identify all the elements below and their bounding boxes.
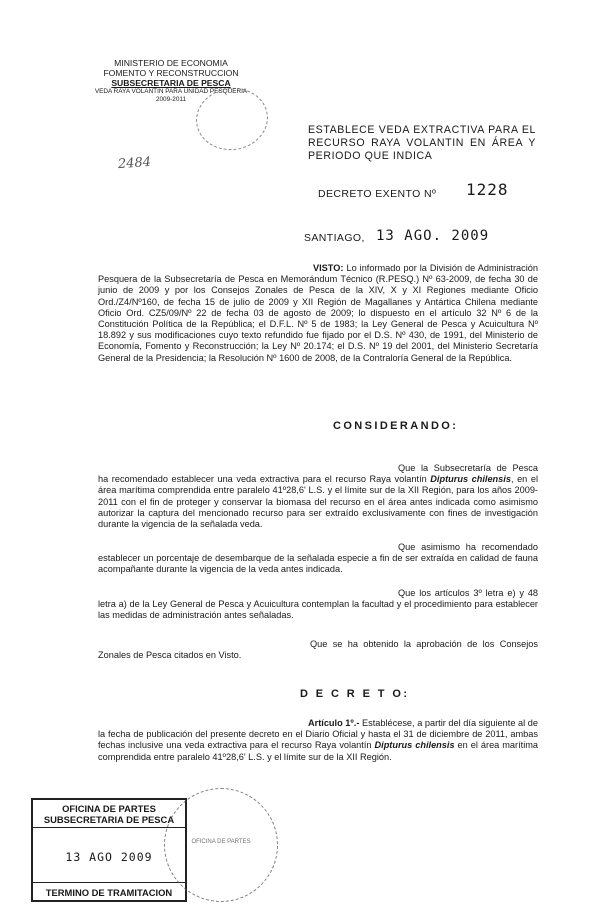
decree-title: ESTABLECE VEDA EXTRACTIVA PARA EL RECURSO RAYA VOLANTIN EN ÁREA Y PERIODO QUE INDICA: [308, 124, 536, 162]
veda-years: 2009-2011: [155, 96, 187, 103]
stamp-line-1: OFICINA DE PARTES: [62, 803, 156, 814]
considerando-p2: Que asimismo ha recomendado establecer un porcentaje de desembarque de la señalada especie a fin de ser extraída en calidad de fauna acompañante durante la vigencia de la veda antes indicada.: [98, 542, 538, 575]
visto-paragraph: [98, 263, 538, 364]
stamp-line-2: SUBSECRETARIA DE PESCA: [33, 814, 185, 828]
place-date-line: [304, 228, 514, 246]
visto-label: VISTO:: [313, 263, 344, 273]
seal-text: OFICINA DE PARTES: [191, 839, 251, 845]
round-seal: [164, 788, 278, 902]
considerando-p3: Que los artículos 3º letra e) y 48 letra a) de la Ley General de Pesca y Acuicultura contemplan la facultad y el procedimiento para establecer las medidas de administración antes señaladas.: [98, 588, 538, 621]
ministry-line: MINISTERIO DE ECONOMIA: [114, 58, 228, 68]
decree-number: 1228: [466, 180, 509, 199]
articulo-1: [98, 718, 538, 763]
stamp-footer: TERMINO DE TRAMITACION: [33, 882, 185, 898]
veda-subtitle: VEDA RAYA VOLANTIN PARA UNIDAD PESQUERIA: [94, 88, 248, 95]
articulo-text-b: en el área marítima comprendida entre paralelo 41º28,6' L.S. y el límite sur de la XII Región.: [98, 740, 538, 762]
articulo-label: Artículo 1º.-: [308, 718, 360, 728]
handwritten-number: 2484: [117, 154, 152, 173]
considerando-heading: CONSIDERANDO:: [333, 420, 459, 432]
considerando-p1-text-b: , en el área marítima comprendida entre paralelo 41º28,6' L.S. y el límite sur de la XII Región, para los años 2009-2011 con el fin de proteger y conservar la biomasa del recurso en el área antes indicada como asimismo autorizar la captura del mencionado recurso para ser extraído exclusivamente con fines de investigación durante la vigencia de la señalada veda.: [98, 474, 538, 530]
subsecretaria-line: SUBSECRETARIA DE PESCA: [111, 78, 231, 88]
decree-number-line: [318, 180, 548, 204]
decree-label: DECRETO EXENTO Nº: [318, 188, 437, 200]
decree-date: 13 AGO. 2009: [376, 228, 490, 244]
articulo-species: Dipturus chilensis: [374, 740, 455, 751]
ministry-line-2: FOMENTO Y RECONSTRUCCION: [103, 68, 239, 78]
articulo-text: Establécese, a partir del día siguiente al de la fecha de publicación del presente decreto en el Diario Oficial y hasta el 31 de diciembre de 2011, ambas fechas inclusive una veda extractiva para el recurso Raya volantín: [98, 718, 538, 751]
considerando-p1: [98, 463, 538, 530]
considerando-p1-text: Que la Subsecretaría de Pesca ha recomendado establecer una veda extractiva para el recurso Raya volantín: [98, 463, 538, 485]
decreto-heading: D E C R E T O:: [300, 688, 410, 700]
stamp-date: 13 AGO 2009: [65, 850, 153, 864]
considerando-p4: Que se ha obtenido la aprobación de los Consejos Zonales de Pesca citados en Visto.: [98, 639, 538, 661]
visto-text: Lo informado por la División de Administración Pesquera de la Subsecretaría de Pesca en Memorándum Técnico (R.PESQ.) Nº 63-2009, de fecha 30 de junio de 2009 y por los Consejos Zonales de Pesca de la XIV, X y XI Regiones mediante Oficio Ord./Z4/Nº160, de fecha 15 de julio de 2009 y XII Región de Magallanes y Antártica Chilena mediante Oficio Ord. CZ5/09/Nº 22 de fecha 03 de agosto de 2009; lo dispuesto en el artículo 32 Nº 6 de la Constitución Política de la República; el D.F.L. Nº 5 de 1983; la Ley General de Pesca y Acuicultura Nº 18.892 y sus modificaciones cuyo texto refundido fue fijado por el D.S. Nº 430, de 1991, del Ministerio de Economía, Fomento y Reconstrucción; la Ley Nº 20.174; el D.S. Nº 19 del 2001, del Ministerio Secretaría General de la Presidencia; la Resolución Nº 1600 de 2008, de la Contraloría General de la República.: [98, 263, 538, 363]
place-label: SANTIAGO,: [304, 232, 365, 244]
species-name: Dipturus chilensis: [430, 474, 511, 485]
